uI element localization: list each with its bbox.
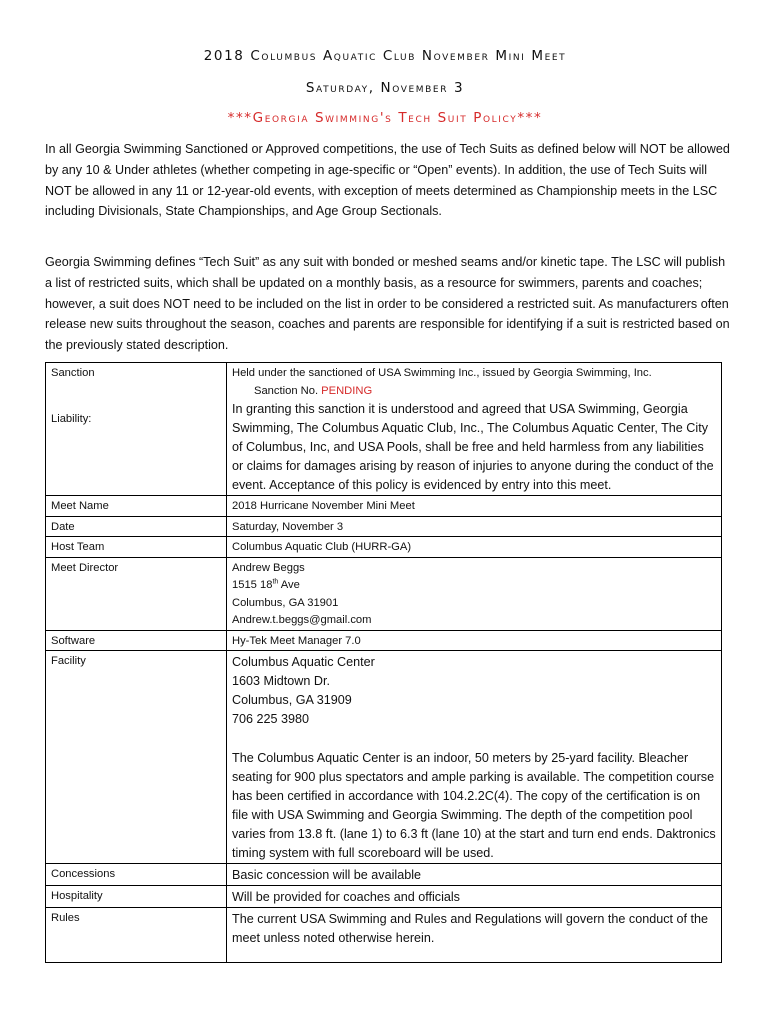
meet-info-table — [45, 362, 722, 963]
sanction-row — [46, 363, 722, 496]
sanction-text: Held under the sanctioned of USA Swimming Inc., issued by Georgia Swimming, Inc. — [232, 367, 652, 379]
tech-suit-policy-heading: ***Georgia Swimming's Tech Suit Policy*** — [227, 110, 543, 126]
liability-text: In granting this sanction it is understood and agreed that USA Swimming, Georgia Swimming, The Columbus Aquatic Club, Inc., The Columbus Aquatic Center, The City of Columbus, Inc, and USA Pools, shall be free and held harmless from any liabilities or claims for damages arising by reason of injuries to anyone during the conduct of the event. Acceptance of this policy is evidenced by entry into this meet. — [232, 402, 714, 492]
host-team-label: Host Team — [46, 537, 227, 558]
software-label: Software — [46, 630, 227, 651]
director-street — [232, 577, 716, 595]
facility-description: The Columbus Aquatic Center is an indoor, 50 meters by 25-yard facility. Bleacher seating for 900 plus spectators and ample parking is available. The competition course has been certified in accordance with 104.2.2C(4). The copy of the certification is on file with USA Swimming and Georgia Swimming. The depth of the competition pool varies from 13.8 ft. (lane 1) to 6.3 ft (lane 10) at the start and turn end ends. Daktronics timing system with full scoreboard will be used. — [232, 751, 716, 860]
facility-value — [227, 651, 722, 864]
liability-label: Liability: — [51, 412, 92, 425]
director-name: Andrew Beggs — [232, 561, 305, 574]
director-city: Columbus, GA 31901 — [232, 596, 339, 609]
concessions-label: Concessions — [46, 864, 227, 886]
host-team-row — [46, 537, 722, 558]
meet-director-row — [46, 557, 722, 630]
meet-director-value — [227, 557, 722, 630]
meet-title: 2018 Columbus Aquatic Club November Mini Meet — [203, 48, 567, 64]
sanction-number-value: PENDING — [321, 384, 373, 397]
hospitality-label: Hospitality — [46, 886, 227, 908]
concessions-row — [46, 864, 722, 886]
sanction-label-cell — [46, 363, 227, 496]
meet-name-value: 2018 Hurricane November Mini Meet — [227, 496, 722, 517]
facility-label: Facility — [46, 651, 227, 864]
facility-phone: 706 225 3980 — [232, 712, 310, 726]
host-team-value: Columbus Aquatic Club (HURR-GA) — [227, 537, 722, 558]
sanction-number-label: Sanction No. — [254, 384, 319, 397]
facility-city: Columbus, GA 31909 — [232, 693, 352, 707]
facility-spacer — [232, 729, 716, 749]
director-street-suffix: th — [272, 578, 279, 586]
rules-value: The current USA Swimming and Rules and Regulations will govern the conduct of the meet unless noted otherwise herein. — [227, 908, 722, 963]
meet-date-heading: Saturday, November 3 — [305, 80, 465, 96]
sanction-value-cell — [227, 363, 722, 496]
hospitality-row — [46, 886, 722, 908]
rules-label: Rules — [46, 908, 227, 963]
policy-paragraph-2: Georgia Swimming defines “Tech Suit” as any suit with bonded or meshed seams and/or kinetic tape. The LSC will publish a list of restricted suits, which shall be updated on a monthly basis, as a resource for swimmers, parents and coaches; however, a suit does NOT need to be included on the list in order to be considered a restricted suit. As manufacturers often release new suits throughout the season, coaches and parents are responsible for identifying if a suit is restricted based on the previously stated description. — [45, 255, 730, 353]
date-row — [46, 516, 722, 537]
meet-name-label: Meet Name — [46, 496, 227, 517]
director-street-name: Ave — [278, 579, 300, 591]
meet-name-row — [46, 496, 722, 517]
rules-row — [46, 908, 722, 963]
meet-director-label: Meet Director — [46, 557, 227, 630]
sanction-number — [232, 383, 716, 401]
software-row — [46, 630, 722, 651]
hospitality-value: Will be provided for coaches and officials — [227, 886, 722, 908]
facility-name: Columbus Aquatic Center — [232, 655, 375, 669]
director-street-number: 1515 18 — [232, 579, 273, 591]
date-label: Date — [46, 516, 227, 537]
policy-paragraph-1: In all Georgia Swimming Sanctioned or Approved competitions, the use of Tech Suits as defined below will NOT be allowed by any 10 & Under athletes (whether competing in age-specific or “Open” events). In addition, the use of Tech Suits will NOT be allowed in any 11 or 12-year-old events, with exception of meets determined as Championship meets in the LSC including Divisionals, State Championships, and Age Group Sectionals. — [45, 142, 730, 219]
facility-row — [46, 651, 722, 864]
director-email[interactable]: Andrew.t.beggs@gmail.com — [232, 614, 372, 626]
sanction-label: Sanction — [51, 367, 95, 379]
facility-street: 1603 Midtown Dr. — [232, 674, 331, 688]
concessions-value: Basic concession will be available — [227, 864, 722, 886]
date-value: Saturday, November 3 — [227, 516, 722, 537]
software-value: Hy-Tek Meet Manager 7.0 — [227, 630, 722, 651]
